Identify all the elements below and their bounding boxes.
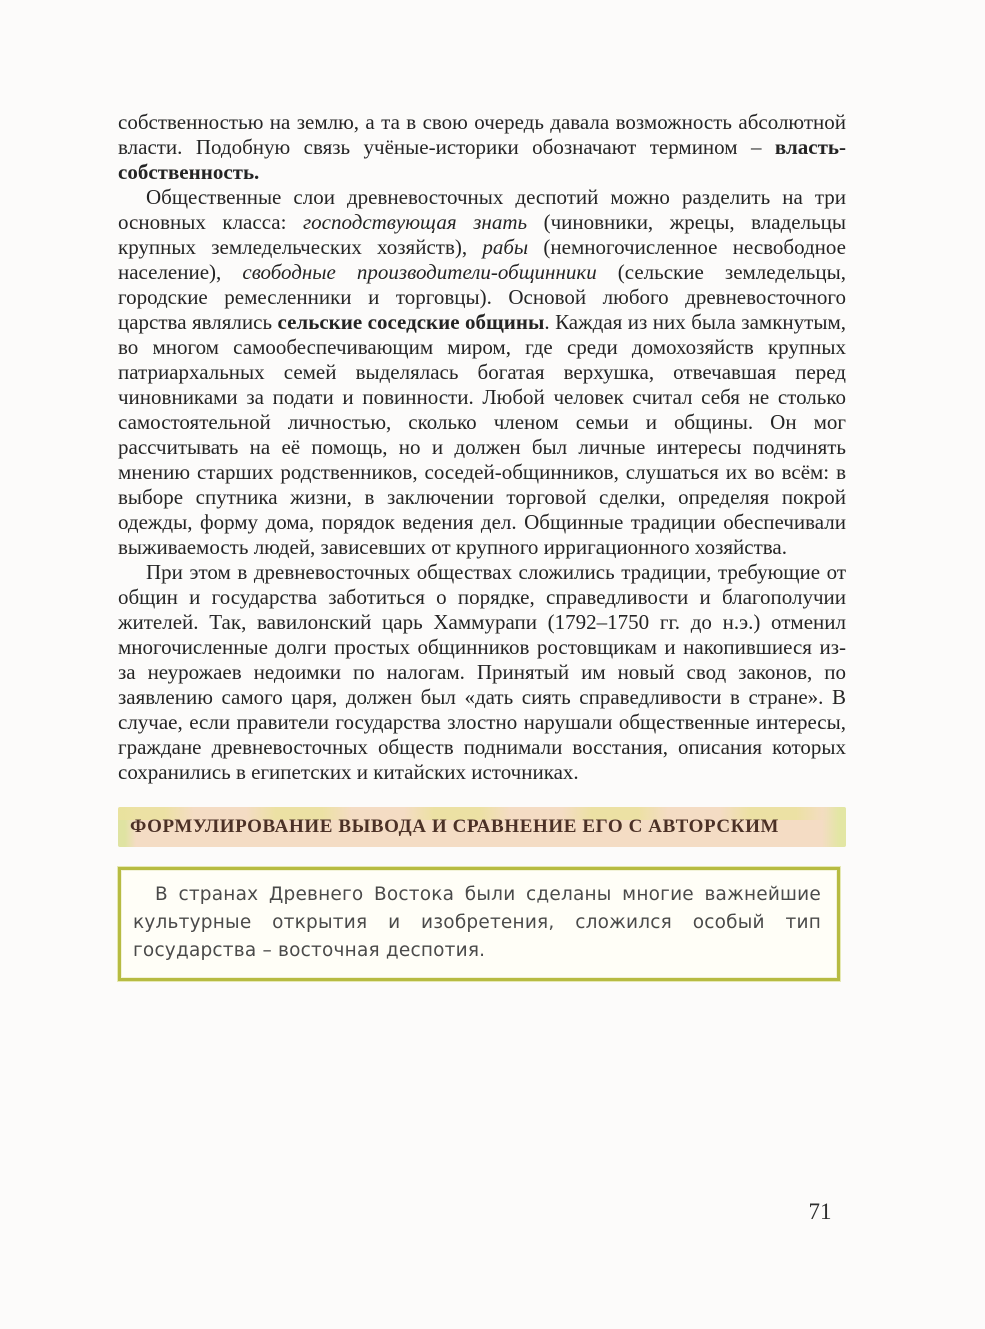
text-segment: (сельские земледельцы, городские ремесленники и торговцы). Основой любого древневосточного царства являлись [118, 260, 846, 334]
conclusion-box [118, 867, 840, 981]
text-segment: Общественные слои древневосточных деспотий можно разделить на три основных класса: [118, 185, 846, 234]
text-segment: собственностью на землю, а та в свою очередь давала возможность абсолютной власти. Подобную связь учёные-историки обозначают термином – [118, 110, 846, 159]
text-segment: (чиновники, жрецы, владельцы крупных земледельческих хозяйств), [118, 210, 847, 259]
text-segment: (немногочисленное несвободное население), [118, 235, 846, 284]
body-paragraph [118, 185, 846, 560]
text-segment-bold: власть-собственность. [118, 135, 846, 184]
section-heading-banner [118, 807, 846, 847]
text-segment-italic: господствующая знать [302, 210, 528, 234]
body-paragraph [118, 110, 846, 185]
text-segment: . Каждая из них была замкнутым, во многом самообеспечивающим миром, где среди домохозяйств крупных патриархальных семей выделялась богатая верхушка, отвечавшая перед чиновниками за подати и повинности. Любой человек считал себя не столько самостоятельной личностью, сколько членом семьи и общины. Он мог рассчитывать на её помощь, но и должен был личные интересы подчинять мнению старших родственников, соседей-общинников, слушаться их во всём: в выборе спутника жизни, в заключении торговой сделки, определяя покрой одежды, форму дома, порядок ведения дел. Общинные традиции обеспечивали выживаемость людей, зависевших от крупного ирригационного хозяйства. [118, 310, 846, 559]
conclusion-text: В странах Древнего Востока были сделаны многие важнейшие культурные открытия и изобретения, сложился особый тип государства – восточная деспотия. [133, 884, 821, 961]
section-heading-label: ФОРМУЛИРОВАНИЕ ВЫВОДА И СРАВНЕНИЕ ЕГО С АВТОРСКИМ [130, 816, 780, 837]
body-paragraph [118, 560, 846, 785]
text-segment-italic: рабы [482, 235, 529, 259]
text-segment-bold: сельские соседские общины [277, 310, 545, 334]
text-segment: При этом в древневосточных обществах сложились традиции, требующие от общин и государства заботиться о порядке, справедливости и благополучии жителей. Так, вавилонский царь Хаммурапи (1792–1750 гг. до н.э.) отменил многочисленные долги простых общинников ростовщикам и накопившиеся из-за неурожаев недоимки по налогам. Принятый им новый свод законов, по заявлению самого царя, должен был «дать сиять справедливости в стране». В случае, если правители государства злостно нарушали общественные интересы, граждане древневосточных обществ поднимали восстания, описания которых сохранились в египетских и китайских источниках. [118, 560, 846, 784]
body-text [118, 110, 846, 981]
page-number: 71 [808, 1199, 832, 1224]
text-segment-italic: свободные производители-общинники [242, 260, 597, 284]
